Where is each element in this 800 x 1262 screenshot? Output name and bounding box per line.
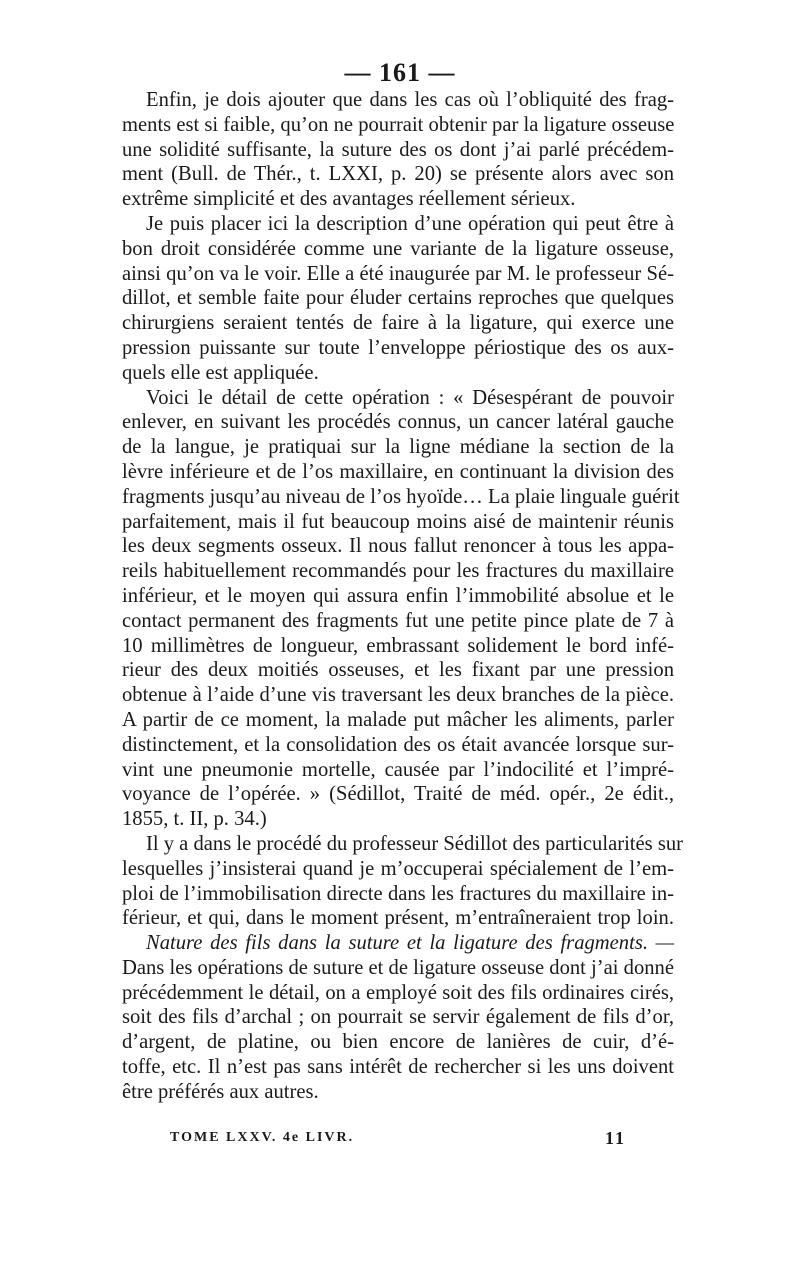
page-footer xyxy=(170,1130,626,1146)
text-line: reils habituellement recommandés pour les fractures du maxillaire xyxy=(122,560,674,583)
text-line: être préférés aux autres. xyxy=(122,1080,319,1103)
text-line: toffe, etc. Il n’est pas sans intérêt de rechercher si les uns doivent xyxy=(122,1056,674,1079)
text-line: A partir de ce moment, la malade put mâcher les aliments, parler xyxy=(122,708,674,731)
text-line: obtenue à l’aide d’une vis traversant les deux branches de la pièce. xyxy=(122,684,674,707)
text-line: de la langue, je pratiquai sur la ligne médiane la section de la xyxy=(122,436,674,459)
text-line: férieur, et qui, dans le moment présent, m’entraîneraient trop loin. xyxy=(122,907,674,930)
text-line: ploi de l’immobilisation directe dans les fractures du maxillaire in- xyxy=(122,882,674,905)
text-line: ments est si faible, qu’on ne pourrait obtenir par la ligature osseuse xyxy=(122,113,675,136)
text-line: précédemment le détail, on a employé soit des fils ordinaires cirés, xyxy=(122,981,674,1004)
text-line: Nature des fils dans la suture et la ligature des fragments. — xyxy=(146,932,674,955)
text-line: Je puis placer ici la description d’une opération qui peut être à xyxy=(146,212,674,235)
text-line: enlever, en suivant les procédés connus, un cancer latéral gauche xyxy=(122,411,674,434)
text-line: vint une pneumonie mortelle, causée par l’indocilité et l’impré- xyxy=(122,758,674,781)
text-line: parfaitement, mais il fut beaucoup moins aisé de maintenir réunis xyxy=(122,510,674,533)
text-line: une solidité suffisante, la suture des os dont j’ai parlé précédem- xyxy=(122,138,674,161)
text-line: Il y a dans le procédé du professeur Sédillot des particularités sur xyxy=(146,832,683,855)
text-line: Dans les opérations de suture et de ligature osseuse dont j’ai donné xyxy=(122,956,674,979)
text-line: Enfin, je dois ajouter que dans les cas où l’obliquité des frag- xyxy=(146,89,674,111)
text-line: pression puissante sur toute l’enveloppe périostique des os aux- xyxy=(122,336,674,359)
text-line: fragments jusqu’au niveau de l’os hyoïde… La plaie linguale guérit xyxy=(122,485,680,508)
text-line: distinctement, et la consolidation des os était avancée lorsque sur- xyxy=(122,733,674,756)
text-line: Voici le détail de cette opération : « Désespérant de pouvoir xyxy=(146,386,674,409)
text-line: quels elle est appliquée. xyxy=(122,361,319,384)
text-line: les deux segments osseux. Il nous fallut renoncer à tous les appa- xyxy=(122,535,674,558)
text-line: soit des fils d’archal ; on pourrait se servir également de fils d’or, xyxy=(122,1006,674,1029)
volume-label: TOME LXXV. 4e LIVR. xyxy=(170,1130,355,1145)
text-line: voyance de l’opérée. » (Sédillot, Traité de méd. opér., 2e édit., xyxy=(122,783,674,806)
text-line: contact permanent des fragments fut une petite pince plate de 7 à xyxy=(122,609,674,632)
text-line: lèvre inférieure et de l’os maxillaire, en continuant la division des xyxy=(122,460,674,483)
text-line: chirurgiens seraient tentés de faire à la ligature, qui exerce une xyxy=(122,312,674,335)
text-line: 10 millimètres de longueur, embrassant solidement le bord infé- xyxy=(122,634,674,657)
page-number: — 161 — xyxy=(344,58,456,87)
text-line: extrême simplicité et des avantages réellement sérieux. xyxy=(122,188,576,211)
text-line: bon droit considérée comme une variante de la ligature osseuse, xyxy=(122,237,674,260)
text-line: ment (Bull. de Thér., t. LXXI, p. 20) se présente alors avec son xyxy=(122,163,674,186)
text-line: lesquelles j’insisterai quand je m’occuperai spécialement de l’em- xyxy=(122,857,674,880)
text-line: rieur des deux moitiés osseuses, et les fixant par une pression xyxy=(122,659,674,682)
text-line: inférieur, et le moyen qui assura enfin l’immobilité absolue et le xyxy=(122,584,674,607)
text-line: dillot, et semble faite pour éluder certains reproches que quelques xyxy=(122,287,674,310)
body-text xyxy=(122,88,683,1105)
text-line: ainsi qu’on va le voir. Elle a été inaugurée par M. le professeur Sé- xyxy=(122,262,674,285)
text-line: d’argent, de platine, ou bien encore de lanières de cuir, d’é- xyxy=(122,1031,674,1054)
signature-mark: 11 xyxy=(604,1128,626,1148)
text-line: 1855, t. II, p. 34.) xyxy=(122,808,267,831)
